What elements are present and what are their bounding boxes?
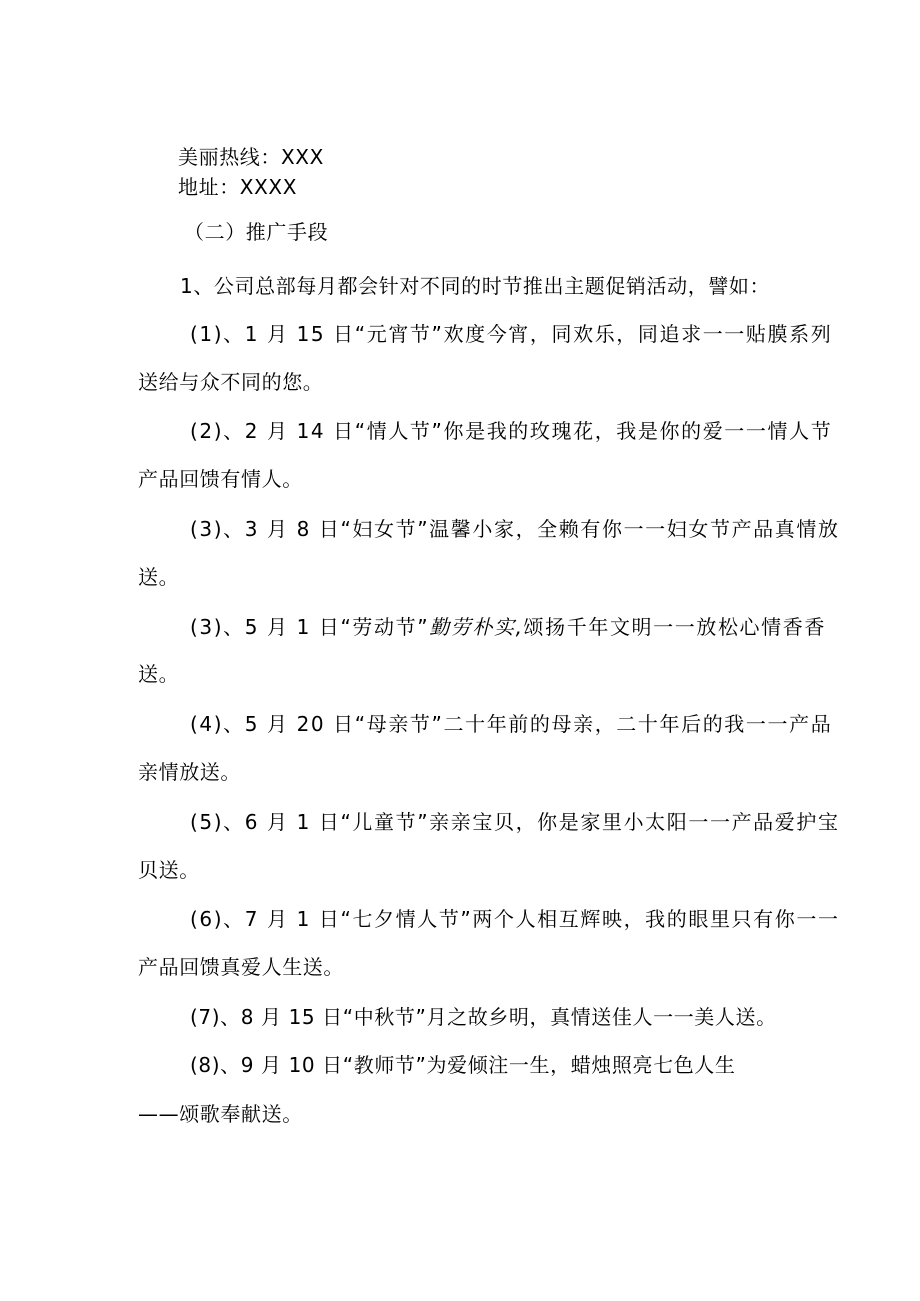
list-item-line: (6)、7 月 1 日“七夕情人节”两个人相互辉映，我的眼里只有你一一 xyxy=(190,907,840,931)
list-item-line: (5)、6 月 1 日“儿童节”亲亲宝贝，你是家里小太阳一一产品爱护宝 xyxy=(190,810,840,834)
address-text: 地址：XXXX xyxy=(178,175,298,199)
list-item-line: ——颂歌奉献送。 xyxy=(138,1102,303,1126)
list-item-line: 贝送。 xyxy=(138,858,200,882)
list-item-line: (4)、5 月 20 日“母亲节”二十年前的母亲，二十年后的我一一产品 xyxy=(190,712,833,736)
list-item-line: (3)、3 月 8 日“妇女节”温馨小家，全赖有你一一妇女节产品真情放 xyxy=(190,517,840,541)
section-intro: 1、公司总部每月都会针对不同的时节推出主题促销活动，譬如： xyxy=(180,274,771,298)
list-item-italic-segment: 勤劳朴实, xyxy=(429,615,524,639)
list-item-line: 送。 xyxy=(138,565,180,589)
list-item-line: 亲情放送。 xyxy=(138,760,241,784)
list-item-line: (7)、8 月 15 日“中秋节”月之故乡明，真情送佳人一一美人送。 xyxy=(190,1005,777,1029)
list-item-line: (1)、1 月 15 日“元宵节”欢度今宵，同欢乐，同追求一一贴膜系列 xyxy=(190,322,833,346)
list-item-line xyxy=(190,614,826,640)
list-item-line: (2)、2 月 14 日“情人节”你是我的玫瑰花，我是你的爱一一情人节 xyxy=(190,419,833,443)
list-item-segment: (3)、5 月 1 日“劳动节” xyxy=(190,615,430,639)
section-heading: （二）推广手段 xyxy=(184,220,329,244)
list-item-line: (8)、9 月 10 日“教师节”为爱倾注一生，蜡烛照亮七色人生 xyxy=(190,1053,736,1077)
list-item-line: 送给与众不同的您。 xyxy=(138,370,324,394)
hotline-text: 美丽热线：XXX xyxy=(178,145,324,169)
list-item-segment: 颂扬千年文明一一放松心情香香 xyxy=(523,615,826,639)
list-item-line: 产品回馈有情人。 xyxy=(138,467,303,491)
list-item-line: 送。 xyxy=(138,662,180,686)
list-item-line: 产品回馈真爱人生送。 xyxy=(138,955,344,979)
